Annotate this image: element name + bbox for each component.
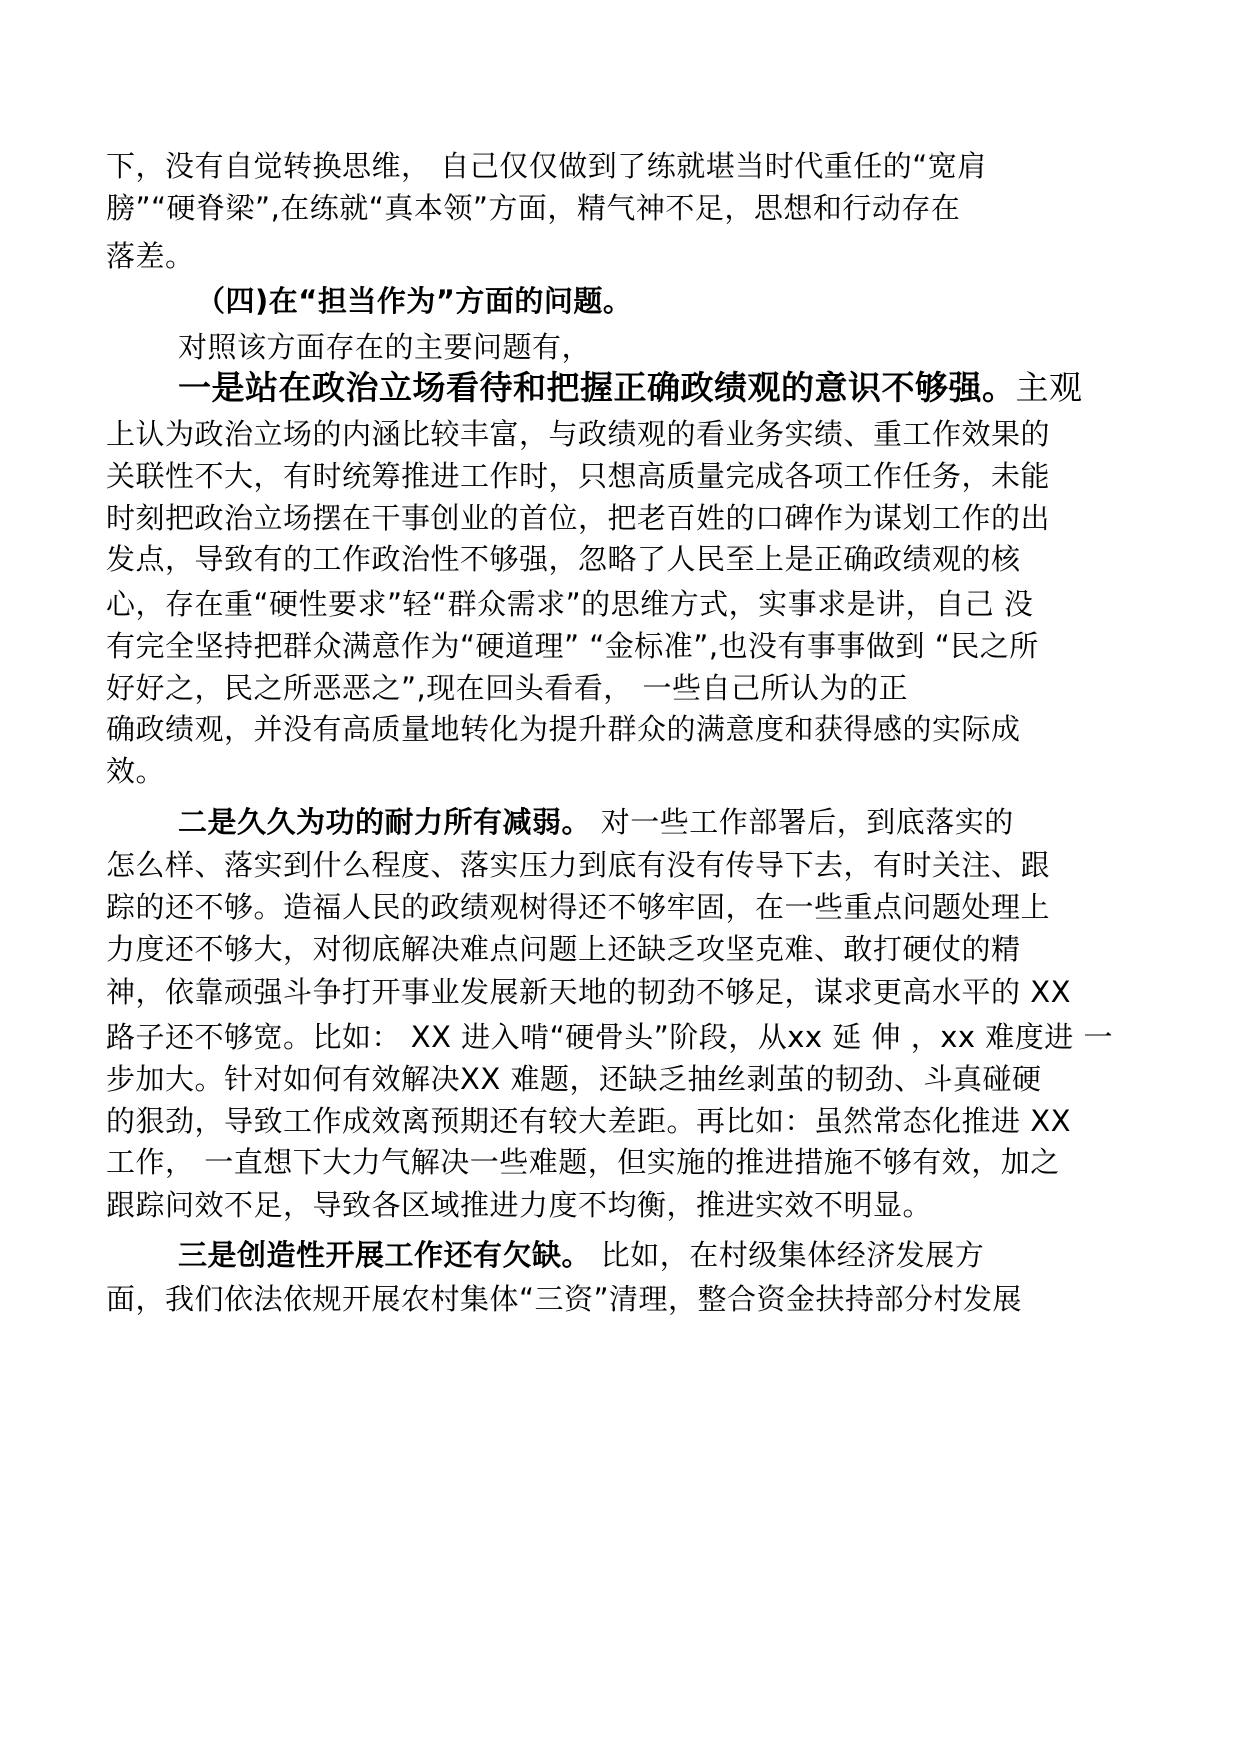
body-text-line: 好好之，民之所恶恶之”,现在回头看看， 一些自己所认为的正	[106, 671, 908, 705]
body-text-line: 的狠劲，导致工作成效离预期还有较大差距。再比如：虽然常态化推进 XX	[106, 1104, 1071, 1138]
body-text-line: 下，没有自觉转换思维， 自己仅仅做到了练就堪当时代重任的“宽肩	[106, 149, 987, 183]
body-text-line: 力度还不够大，对彻底解决难点问题上还缺乏攻坚克难、敢打硬仗的精	[106, 932, 1021, 966]
body-text-line: 心，存在重“硬性要求”轻“群众需求”的思维方式，实事求是讲，自己 没	[106, 587, 1034, 621]
body-text: 对一些工作部署后，到底落实的	[591, 805, 1014, 839]
paragraph-first-line	[178, 368, 1083, 409]
point-heading: 三是创造性开展工作还有欠缺。	[178, 1238, 592, 1272]
paragraph-first-line	[178, 1235, 984, 1275]
body-text-line: 发点，导致有的工作政治性不够强，忽略了人民至上是正确政绩观的核	[106, 542, 1021, 576]
body-text: 比如，在村级集体经济发展方	[591, 1238, 985, 1272]
body-text-line: 关联性不大，有时统筹推进工作时，只想高质量完成各项工作任务，未能	[106, 459, 1051, 493]
body-text-line: 膀”“硬脊梁”,在练就“真本领”方面，精气神不足，思想和行动存在	[106, 191, 961, 225]
body-text-line: 有完全坚持把群众满意作为“硬道理” “金标准”,也没有事事做到 “民之所	[106, 629, 1039, 663]
point-heading: 一是站在政治立场看待和把握正确政绩观的意识不够强。	[178, 368, 1016, 407]
body-text-line: 工作， 一直想下大力气解决一些难题，但实施的推进措施不够有效，加之	[106, 1145, 1060, 1179]
section-heading: （四)在“担当作为”方面的问题。	[196, 284, 633, 318]
paragraph-first-line	[178, 802, 1014, 842]
body-text-line: 落差。	[106, 239, 195, 273]
body-text-line: 确政绩观，并没有高质量地转化为提升群众的满意度和获得感的实际成	[106, 712, 1021, 746]
point-heading: 二是久久为功的耐力所有减弱。	[178, 805, 592, 839]
body-text-line: 踪的还不够。造福人民的政绩观树得还不够牢固，在一些重点问题处理上	[106, 890, 1051, 924]
body-text-line: 面，我们依法依规开展农村集体“三资”清理，整合资金扶持部分村发展	[106, 1282, 1023, 1316]
body-text-line: 步加大。针对如何有效解决XX 难题，还缺乏抽丝剥茧的韧劲、斗真碰硬	[106, 1062, 1042, 1096]
body-text-line: 对照该方面存在的主要问题有，	[178, 330, 592, 364]
body-text-line: 效。	[106, 754, 166, 788]
body-text-line: 跟踪问效不足，导致各区域推进力度不均衡，推进实效不明显。	[106, 1188, 933, 1222]
body-text-line: 怎么样、落实到什么程度、落实压力到底有没有传导下去，有时关注、跟	[106, 848, 1051, 882]
body-text: 主观	[1015, 368, 1083, 407]
body-text-line: 路子还不够宽。比如： XX 进入啃“硬骨头”阶段，从xx 延 伸 ，xx 难度进 一	[106, 1020, 1113, 1054]
body-text-line: 上认为政治立场的内涵比较丰富，与政绩观的看业务实绩、重工作效果的	[106, 417, 1051, 451]
body-text-line: 神，依靠顽强斗争打开事业发展新天地的韧劲不够足，谋求更高水平的 XX	[106, 975, 1071, 1009]
body-text-line: 时刻把政治立场摆在干事创业的首位，把老百姓的口碑作为谋划工作的出	[106, 501, 1051, 535]
